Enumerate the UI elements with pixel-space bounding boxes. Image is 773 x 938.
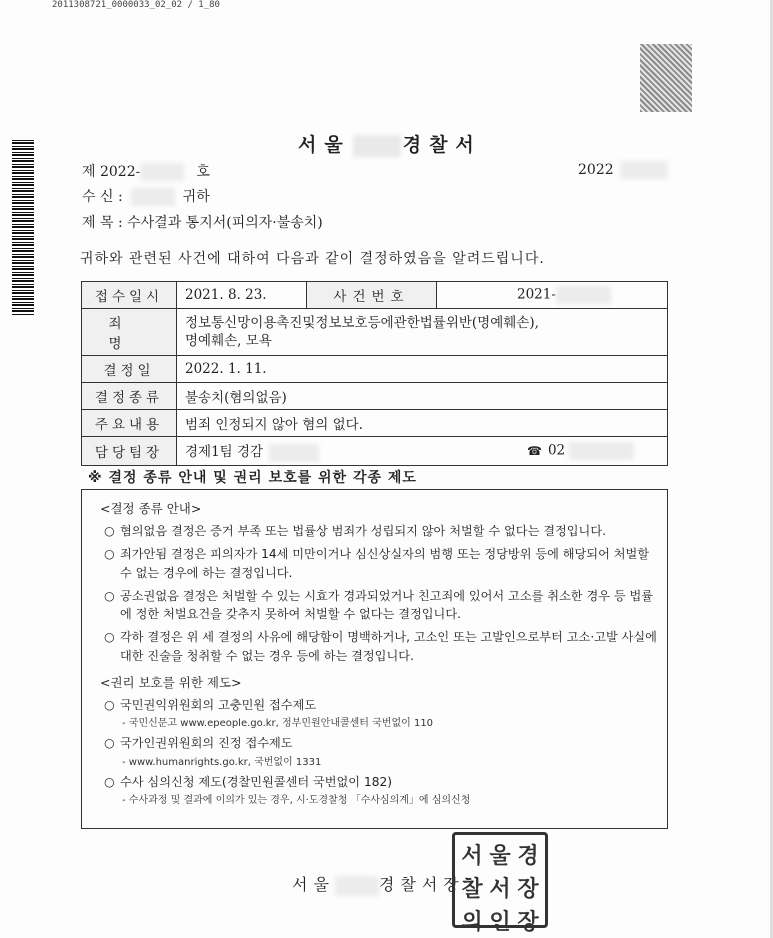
recipient-line	[82, 186, 210, 206]
issuing-office-title	[298, 130, 482, 157]
right-detail: - www.humanrights.go.kr, 국번없이 1331	[122, 756, 322, 768]
type-text: 죄가안됨 결정은 피의자가 14세 미만이거나 심신상실자의 범행 또는 정당방위 등에 해당되어 처벌할 수 없는 경우에 하는 결정입니다.	[120, 547, 650, 580]
bullet-icon: ○	[104, 698, 115, 713]
redaction-blur	[569, 442, 634, 460]
table-row	[82, 410, 668, 437]
list-item	[104, 545, 657, 582]
document-id: 2011308721_0000033_02_02 / 1_80	[52, 0, 220, 10]
guide-title: ※ 결정 종류 안내 및 권리 보호를 위한 각종 제도	[88, 470, 417, 486]
subject-label: 제 목 :	[82, 215, 123, 231]
bullet-icon: ○	[104, 736, 115, 751]
officer-text: 경제1팀 경감	[185, 444, 264, 460]
redaction-blur	[353, 135, 401, 157]
decision-type-value: 불송치(혐의없음)	[177, 383, 668, 410]
guide-box	[81, 489, 668, 829]
list-item	[104, 522, 657, 540]
right-detail: - 국민신문고 www.epeople.go.kr, 정부민원안내콜센터 국번없이 110	[122, 718, 434, 730]
sign-prefix: 서울	[292, 875, 335, 894]
phone-icon: ☎	[527, 443, 542, 458]
table-row	[82, 282, 668, 309]
subject-line	[82, 212, 323, 232]
redaction-blur	[131, 188, 175, 206]
list-item	[104, 587, 657, 624]
document-number	[82, 161, 210, 181]
decision-type-label: 결정종류	[82, 383, 177, 410]
number-suffix: 호	[196, 164, 210, 180]
recipient-label: 수 신 :	[82, 189, 123, 205]
types-heading: <결정 종류 안내>	[100, 501, 202, 516]
charge-value	[177, 309, 668, 356]
summary-value: 범죄 인정되지 않아 혐의 없다.	[177, 410, 668, 437]
table-row	[82, 383, 668, 410]
officer-label: 담당팀장	[82, 437, 177, 466]
list-item	[104, 696, 657, 714]
redaction-blur	[620, 161, 668, 179]
date-value: 2022	[578, 162, 614, 178]
decision-date-value: 2022. 1. 11.	[177, 356, 668, 383]
type-text: 공소권없음 결정은 처벌할 수 있는 시효가 경과되었거나 친고죄에 있어서 고소를 취소한 경우 등 법률에 정한 처벌요건을 갖추지 못하여 처벌할 수 없다는 결정입니다.	[120, 588, 654, 622]
charge-line-2: 명예훼손, 모욕	[185, 333, 272, 349]
sign-suffix: 경찰서장	[378, 875, 465, 894]
bullet-icon: ○	[104, 547, 115, 562]
bullet-icon: ○	[104, 524, 115, 538]
signature-line	[292, 872, 465, 896]
right-title: 수사 심의신청 제도(경찰민원콜센터 국번없이 182)	[120, 774, 392, 789]
title-suffix: 경찰서	[402, 134, 482, 156]
redaction-blur	[140, 163, 184, 181]
barcode-icon	[12, 140, 34, 315]
bullet-icon: ○	[104, 774, 115, 789]
phone-value: 02	[547, 442, 566, 459]
type-text: 각하 결정은 위 세 결정의 사유에 해당함이 명백하거나, 고소인 또는 고발인으로부터 고소·고발 사실에 대한 진술을 청취할 수 없는 경우 등에 하는 결정입니다.	[120, 630, 657, 663]
rights-heading: <권리 보호를 위한 제도>	[100, 675, 242, 691]
right-title: 국민권익위원회의 고충민원 접수제도	[120, 698, 317, 713]
case-info-table	[81, 281, 668, 466]
bullet-icon: ○	[104, 630, 115, 645]
table-row	[82, 309, 668, 356]
summary-label: 주요내용	[82, 410, 177, 437]
subject-value: 수사결과 통지서(피의자·불송치)	[127, 215, 323, 231]
right-title: 국가인권위원회의 진정 접수제도	[120, 736, 293, 751]
received-label: 접수일시	[82, 282, 177, 309]
table-row	[82, 356, 668, 383]
case-number-text: 2021-	[517, 286, 556, 303]
number-label: 제 2022-	[82, 164, 141, 180]
charge-line-1: 정보통신망이용촉진및정보보호등에관한법률위반(명예훼손),	[185, 314, 539, 331]
officer-value	[177, 437, 668, 466]
notice-text: 귀하와 관련된 사건에 대하여 다음과 같이 결정하였음을 알려드립니다.	[80, 251, 545, 267]
received-value: 2021. 8. 23.	[177, 282, 307, 309]
phone-field	[527, 442, 634, 460]
recipient-suffix: 귀하	[182, 189, 210, 205]
list-item	[104, 773, 657, 791]
qr-code-icon	[640, 44, 692, 112]
right-detail: - 수사과정 및 결과에 이의가 있는 경우, 시·도경찰청 「수사심의계」에 심의신청	[122, 794, 471, 806]
decision-date-label: 결정일	[82, 356, 177, 383]
bullet-icon: ○	[104, 588, 115, 603]
list-item	[104, 734, 657, 752]
list-item	[104, 628, 657, 665]
redaction-blur	[335, 876, 379, 896]
document-date	[578, 161, 668, 179]
title-prefix: 서울	[298, 134, 351, 156]
charge-label: 죄 명	[82, 309, 177, 356]
redaction-blur	[269, 444, 319, 462]
case-number-value	[437, 282, 668, 309]
redaction-blur	[556, 286, 611, 304]
official-seal-icon: 서 울 경 찰 서 장 의 인 장	[452, 832, 548, 928]
case-number-label: 사건번호	[307, 282, 437, 309]
table-row	[82, 437, 668, 466]
type-text: 혐의없음 결정은 증거 부족 또는 법률상 범죄가 성립되지 않아 처벌할 수 없다는 결정입니다.	[120, 524, 606, 538]
